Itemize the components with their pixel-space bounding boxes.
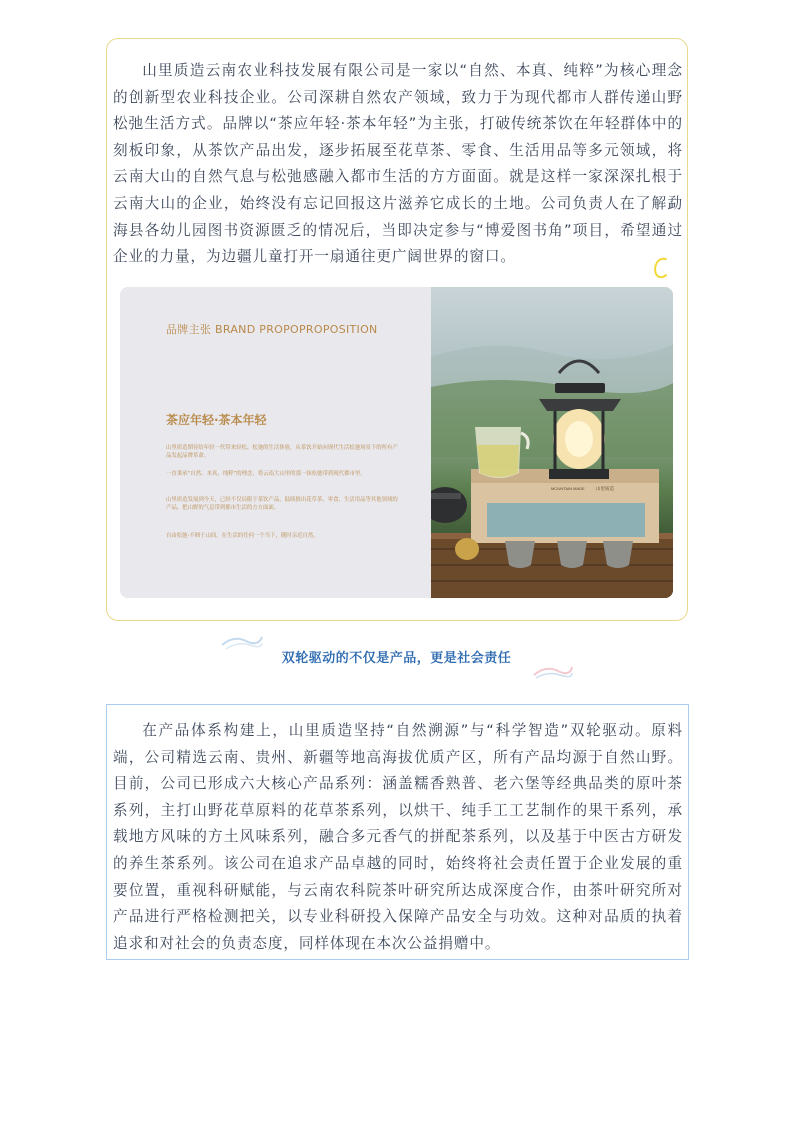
tea-scene-photo	[431, 287, 673, 598]
brand-body-line: 自由松弛·不囿于山间，在生活的任何一个当下，随时亲近自然。	[166, 533, 319, 539]
product-paragraph: 在产品体系构建上，山里质造坚持“自然溯源”与“科学智造”双轮驱动。原料端，公司精选云南、贵州、新疆等地高海拔优质产区，所有产品均源于自然山野。目前，公司已形成六大核心产品系列：涵盖糯香熟普、老六堡等经典品类的原叶茶系列，主打山野花草原料的花草茶系列，以烘干、纯手工工艺制作的果干系列，承载地方风味的方土风味系列，融合多元香气的拼配茶系列，以及基于中医古方研发的养生茶系列。该公司在追求产品卓越的同时，始终将社会责任置于企业发展的重要位置，重视科研赋能，与云南农科院茶叶研究所达成深度合作，由茶叶研究所对产品进行严格检测把关，以专业科研投入保障产品安全与功效。这种对品质的执着追求和对社会的负责态度，同样体现在本次公益捐赠中。	[113, 722, 683, 952]
brand-text-panel	[120, 287, 431, 598]
box-brand: 山里质造	[596, 486, 614, 491]
box-text: MOUNTAIN MADE	[551, 486, 585, 491]
brand-body-line: 一直秉承“自然、本真、纯粹”的理念，将云南大山里的那一抹松弛带到现代都市里。	[166, 471, 366, 477]
right-swirl-icon	[532, 661, 574, 679]
section-heading-wrap	[0, 633, 793, 683]
brand-slogan: 茶应年轻·茶本年轻	[166, 413, 267, 427]
brand-body-line: 山里质造发展到今天，已经不仅局限于茶饮产品，陆续推出花草茶、零食、生活用品等其他领域的产品，把山野的气息带到都市生活的方方面面。	[166, 497, 398, 511]
brand-label: 品牌主张 BRAND PROPOPROPOSITION	[166, 323, 378, 336]
brand-proposition-card	[120, 287, 673, 598]
brand-body-line: 山里质造期待给年轻一代带来轻松、松弛的生活体验，从茶饮开始向现代生活松弛场景下的所有产品发起品牌革命。	[166, 445, 398, 459]
intro-paragraph: 山里质造云南农业科技发展有限公司是一家以“自然、本真、纯粹”为核心理念的创新型农业科技企业。公司深耕自然农产领域，致力于为现代都市人群传递山野松弛生活方式。品牌以“茶应年轻·茶本年轻”为主张，打破传统茶饮在年轻群体中的刻板印象，从茶饮产品出发，逐步拓展至花草茶、零食、生活用品等多元领域，将云南大山的自然气息与松弛感融入都市生活的方方面面。就是这样一家深深扎根于云南大山的企业，始终没有忘记回报这片滋养它成长的土地。公司负责人在了解勐海县各幼儿园图书资源匮乏的情况后，当即决定参与“博爱图书角”项目，希望通过企业的力量，为边疆儿童打开一扇通往更广阔世界的窗口。	[113, 62, 683, 266]
decorative-swirl-icon	[652, 256, 670, 280]
section-heading: 双轮驱动的不仅是产品，更是社会责任	[281, 651, 512, 666]
tea-scene-illustration	[431, 287, 673, 598]
